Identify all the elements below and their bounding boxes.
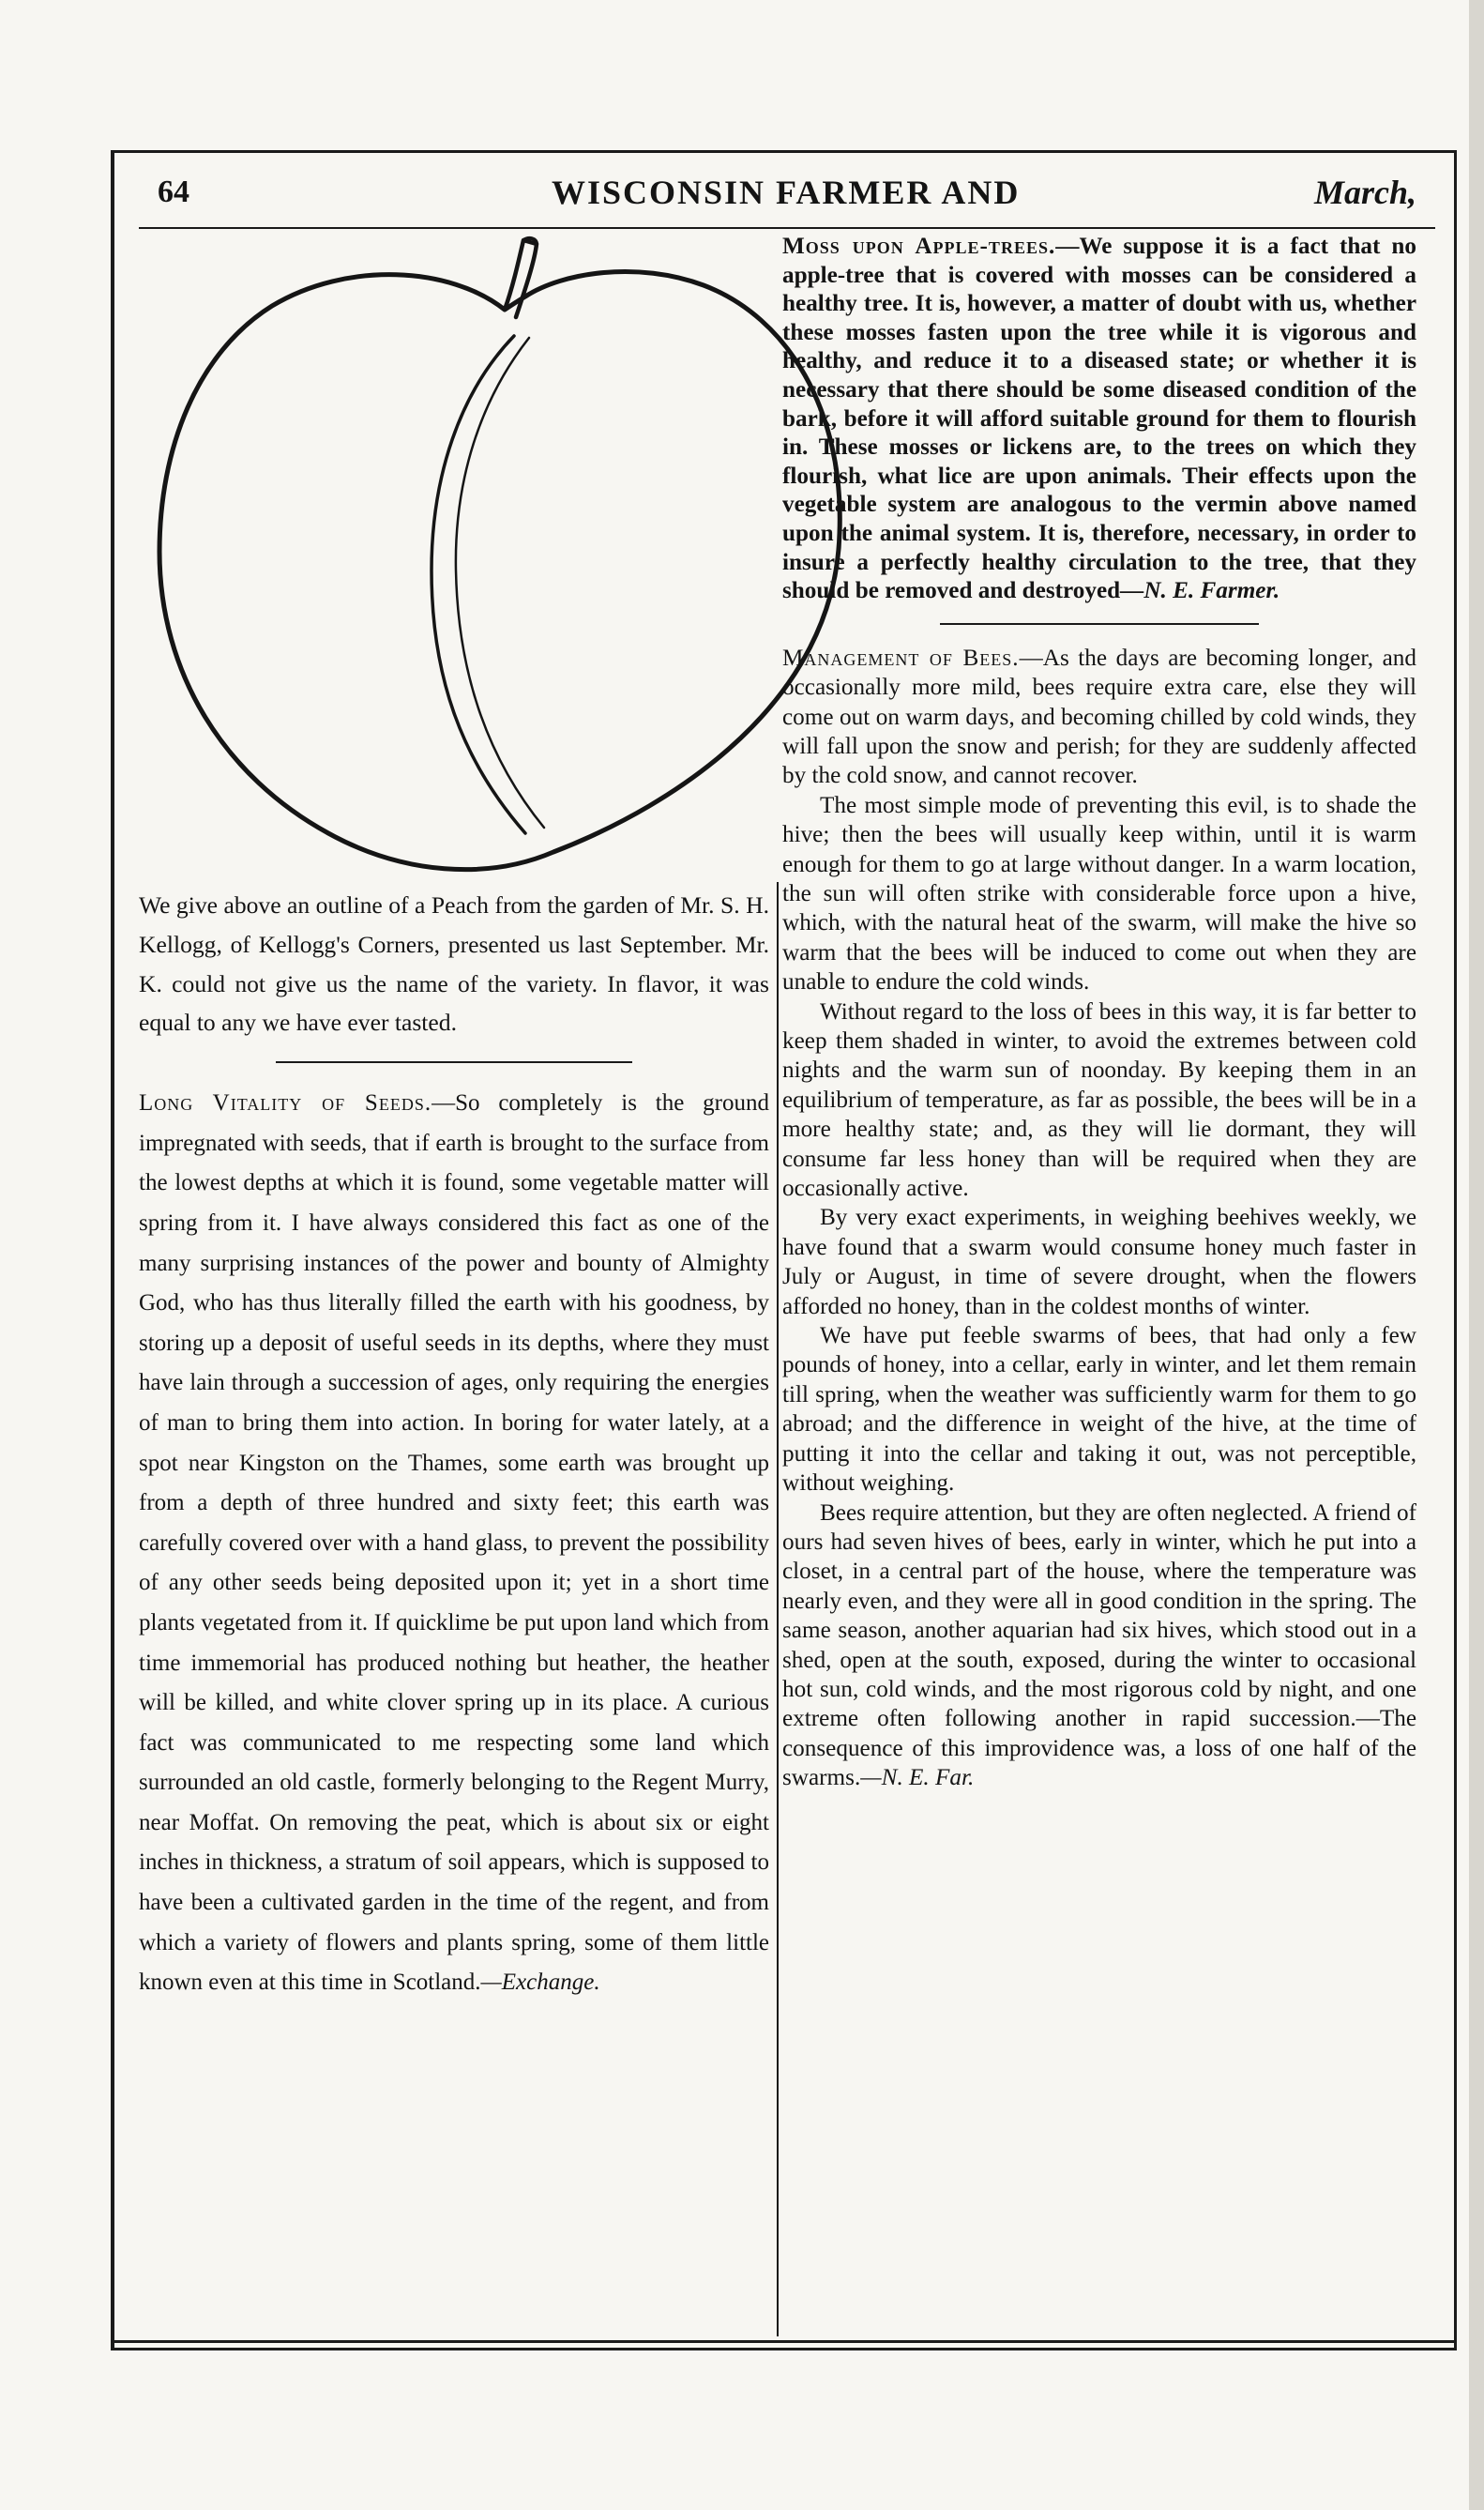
long-vitality-article — [139, 1084, 769, 2003]
peach-caption: We give above an outline of a Peach from the garden of Mr. S. H. Kellogg, of Kellogg's Corners, presented us last September. Mr. K. could not give us the name of the variety. In flavor, it was equal to any we have ever tasted. — [139, 891, 769, 1037]
long-vitality-source: —Exchange. — [480, 1970, 600, 1996]
moss-source: —N. E. Farmer. — [1120, 578, 1280, 604]
issue-month: March, — [1313, 174, 1416, 211]
long-vitality-heading: Long Vitality of Seeds. — [139, 1090, 432, 1117]
moss-article — [782, 233, 1416, 606]
section-divider — [940, 623, 1259, 625]
bees-paragraph-text: Bees require attention, but they are often neglected. A friend of ours had seven hives of bees, early in winter, which he put into a closet, in a central part of the house, where the temperature was nearly even, and they were all in good condition in the spring. The same season, another aquarian had six hives, which stood out in a shed, open at the south, exposed, during the winter to occasional hot sun, cold winds, and the most rigorous cold by night, and one extreme often following another in rapid succession.—The consequence of this improvidence was, a loss of one half of the swarms. — [782, 1499, 1416, 1791]
bees-paragraph: Without regard to the loss of bees in this way, it is far better to keep them shaded in winter, to avoid the extremes between cold nights and the warm sun of noonday. By keeping them in an equilibrium of temperature, as far as possible, the bees will be in a more healthy state; and, as they will lie dormant, they will consume far less honey than will be required when they are occasionally active. — [782, 998, 1416, 1202]
bees-paragraph: We have put feeble swarms of bees, that had only a few pounds of honey, into a cellar, early in winter, and let them remain till spring, when the weather was sufficiently warm for them to go abroad; and the difference in weight of the hive, at the time of putting it into the cellar and taking it out, was not perceptible, without weighing. — [782, 1323, 1416, 1497]
peach-illustration — [150, 233, 849, 880]
running-title: WISCONSIN FARMER AND — [552, 174, 1021, 211]
bees-paragraph-text: —As the days are becoming longer, and occasionally more mild, bees require extra care, else they will come out on warm days, and becoming chilled by cold winds, they will fall upon the snow and perish; for they are suddenly affected by the cold snow, and cannot recover. — [782, 645, 1416, 789]
right-column — [782, 233, 1416, 1793]
long-vitality-body: —So completely is the ground impregnated with seeds, that if earth is brought to the surface from the lowest depths at which it is found, some vegetable matter will spring from it. I have always considered this fact as one of the many surprising instances of the power and bounty of Almighty God, who has thus literally filled the earth with his goodness, by storing up a deposit of useful seeds in its depths, where they must have lain through a succession of ages, only requiring the energies of man to bring them into action. In boring for water lately, at a spot near Kingston on the Thames, some earth was brought up from a depth of three hundred and sixty feet; this earth was carefully covered over with a hand glass, to prevent the possibility of any other seeds being deposited upon it; yet in a short time plants vegetated from it. If quicklime be put upon land which from time immemorial has produced nothing but heather, the heather will be killed, and white clover spring up in its place. A curious fact was communicated to me respecting some land which surrounded an old castle, formerly belonging to the Regent Murry, near Moffat. On removing the peat, which is about six or eight inches in thickness, a stratum of soil appears, which is supposed to have been a cultivated garden in the time of the regent, and from which a variety of flowers and plants spring, some of them little known even at this time in Scotland. — [139, 1090, 769, 1996]
bees-paragraph — [782, 1498, 1416, 1793]
frame-bottom-rule — [111, 2340, 1454, 2343]
bees-source: —N. E. Far. — [860, 1765, 975, 1791]
page-header — [139, 175, 1416, 218]
bees-paragraph: The most simple mode of preventing this evil, is to shade the hive; then the bees will usually keep within, until it is warm enough for them to go at large without danger. In a warm location, the sun will often strike with considerable force upon a hive, which, with the natural heat of the swarm, will make the hive so warm that the bees will be induced to come out when they are unable to endure the cold winds. — [782, 792, 1416, 996]
bees-paragraph: By very exact experiments, in weighing beehives weekly, we have found that a swarm would consume honey much faster in July or August, in time of severe drought, when the flowers afforded no honey, than in the coldest months of winter. — [782, 1205, 1416, 1319]
scan-edge — [1469, 0, 1484, 2510]
moss-body: —We suppose it is a fact that no apple-tree that is covered with mosses can be considered a healthy tree. It is, however, a matter of doubt with us, whether these mosses fasten upon the tree while it is vigorous and healthy, and reduce it to a diseased state; or whether it is necessary that there should be some diseased condition of the bark, before it will afford suitable ground for them to flourish in. These mosses or lickens are, to the trees on which they flourish, what lice are upon animals. Their effects upon the vegetable system are analogous to the vermin above named upon the animal system. It is, therefore, necessary, in order to insure a perfectly healthy circulation to the tree, that they should be removed and destroyed — [782, 234, 1416, 604]
page-number: 64 — [158, 175, 189, 209]
left-column — [139, 886, 769, 2003]
header-rule — [139, 227, 1435, 229]
moss-heading: Moss upon Apple-trees. — [782, 234, 1056, 259]
column-divider — [777, 882, 779, 2336]
bees-paragraph — [782, 644, 1416, 791]
section-divider — [276, 1061, 632, 1063]
bees-heading: Management of Bees. — [782, 645, 1020, 671]
